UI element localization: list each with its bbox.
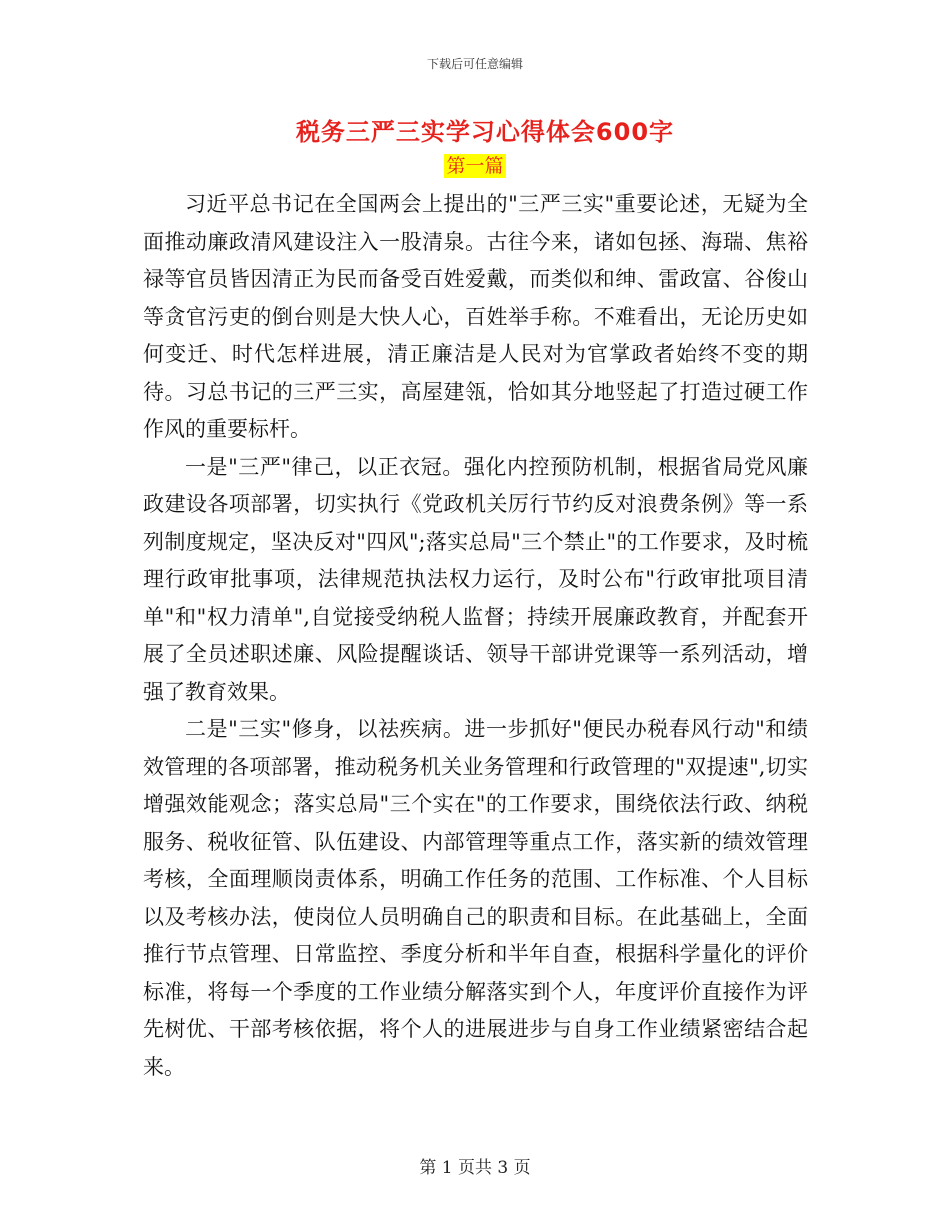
- page-number: 第 1 页共 3 页: [419, 1158, 531, 1178]
- document-title: 税务三严三实学习心得体会600字: [295, 118, 675, 146]
- paragraph-three-stricts: 一是"三严"律己，以正衣冠。强化内控预防机制，根据省局党风廉政建设各项部署，切实执行《党政机关厉行节约反对浪费条例》等一系列制度规定，坚决反对"四风";落实总局"三个禁止"的工作要求，及时梳理行政审批事项，法律规范执法权力运行，及时公布"行政审批项目清单"和"权力清单",自觉接受纳税人监督；持续开展廉政教育，并配套开展了全员述职述廉、风险提醒谈话、领导干部讲党课等一系列活动，增强了教育效果。: [143, 454, 808, 704]
- document-body: [143, 186, 808, 1086]
- section-label-wrap: [0, 154, 950, 178]
- paragraph-intro: 习近平总书记在全国两会上提出的"三严三实"重要论述，无疑为全面推动廉政清风建设注入一股清泉。古往今来，诸如包拯、海瑞、焦裕禄等官员皆因清正为民而备受百姓爱戴，而类似和绅、雷政富、谷俊山等贪官污吏的倒台则是大快人心，百姓举手称。不难看出，无论历史如何变迁、时代怎样进展，清正廉洁是人民对为官掌政者始终不变的期待。习总书记的三严三实，高屋建瓴，恰如其分地竖起了打造过硬工作作风的重要标杆。: [143, 192, 808, 441]
- section-label: 第一篇: [446, 155, 504, 177]
- header-note: 下载后可任意编辑: [426, 57, 523, 71]
- paragraph-three-solids: 二是"三实"修身，以祛疾病。进一步抓好"便民办税春风行动"和绩效管理的各项部署，推动税务机关业务管理和行政管理的"双提速",切实增强效能观念；落实总局"三个实在"的工作要求，围绕依法行政、纳税服务、税收征管、队伍建设、内部管理等重点工作，落实新的绩效管理考核，全面理顺岗责体系，明确工作任务的范围、工作标准、个人目标以及考核办法，使岗位人员明确自己的职责和目标。在此基础上，全面推行节点管理、日常监控、季度分析和半年自查，根据科学量化的评价标准，将每一个季度的工作业绩分解落实到个人，年度评价直接作为评先树优、干部考核依据，将个人的进展进步与自身工作业绩紧密结合起来。: [143, 717, 808, 1079]
